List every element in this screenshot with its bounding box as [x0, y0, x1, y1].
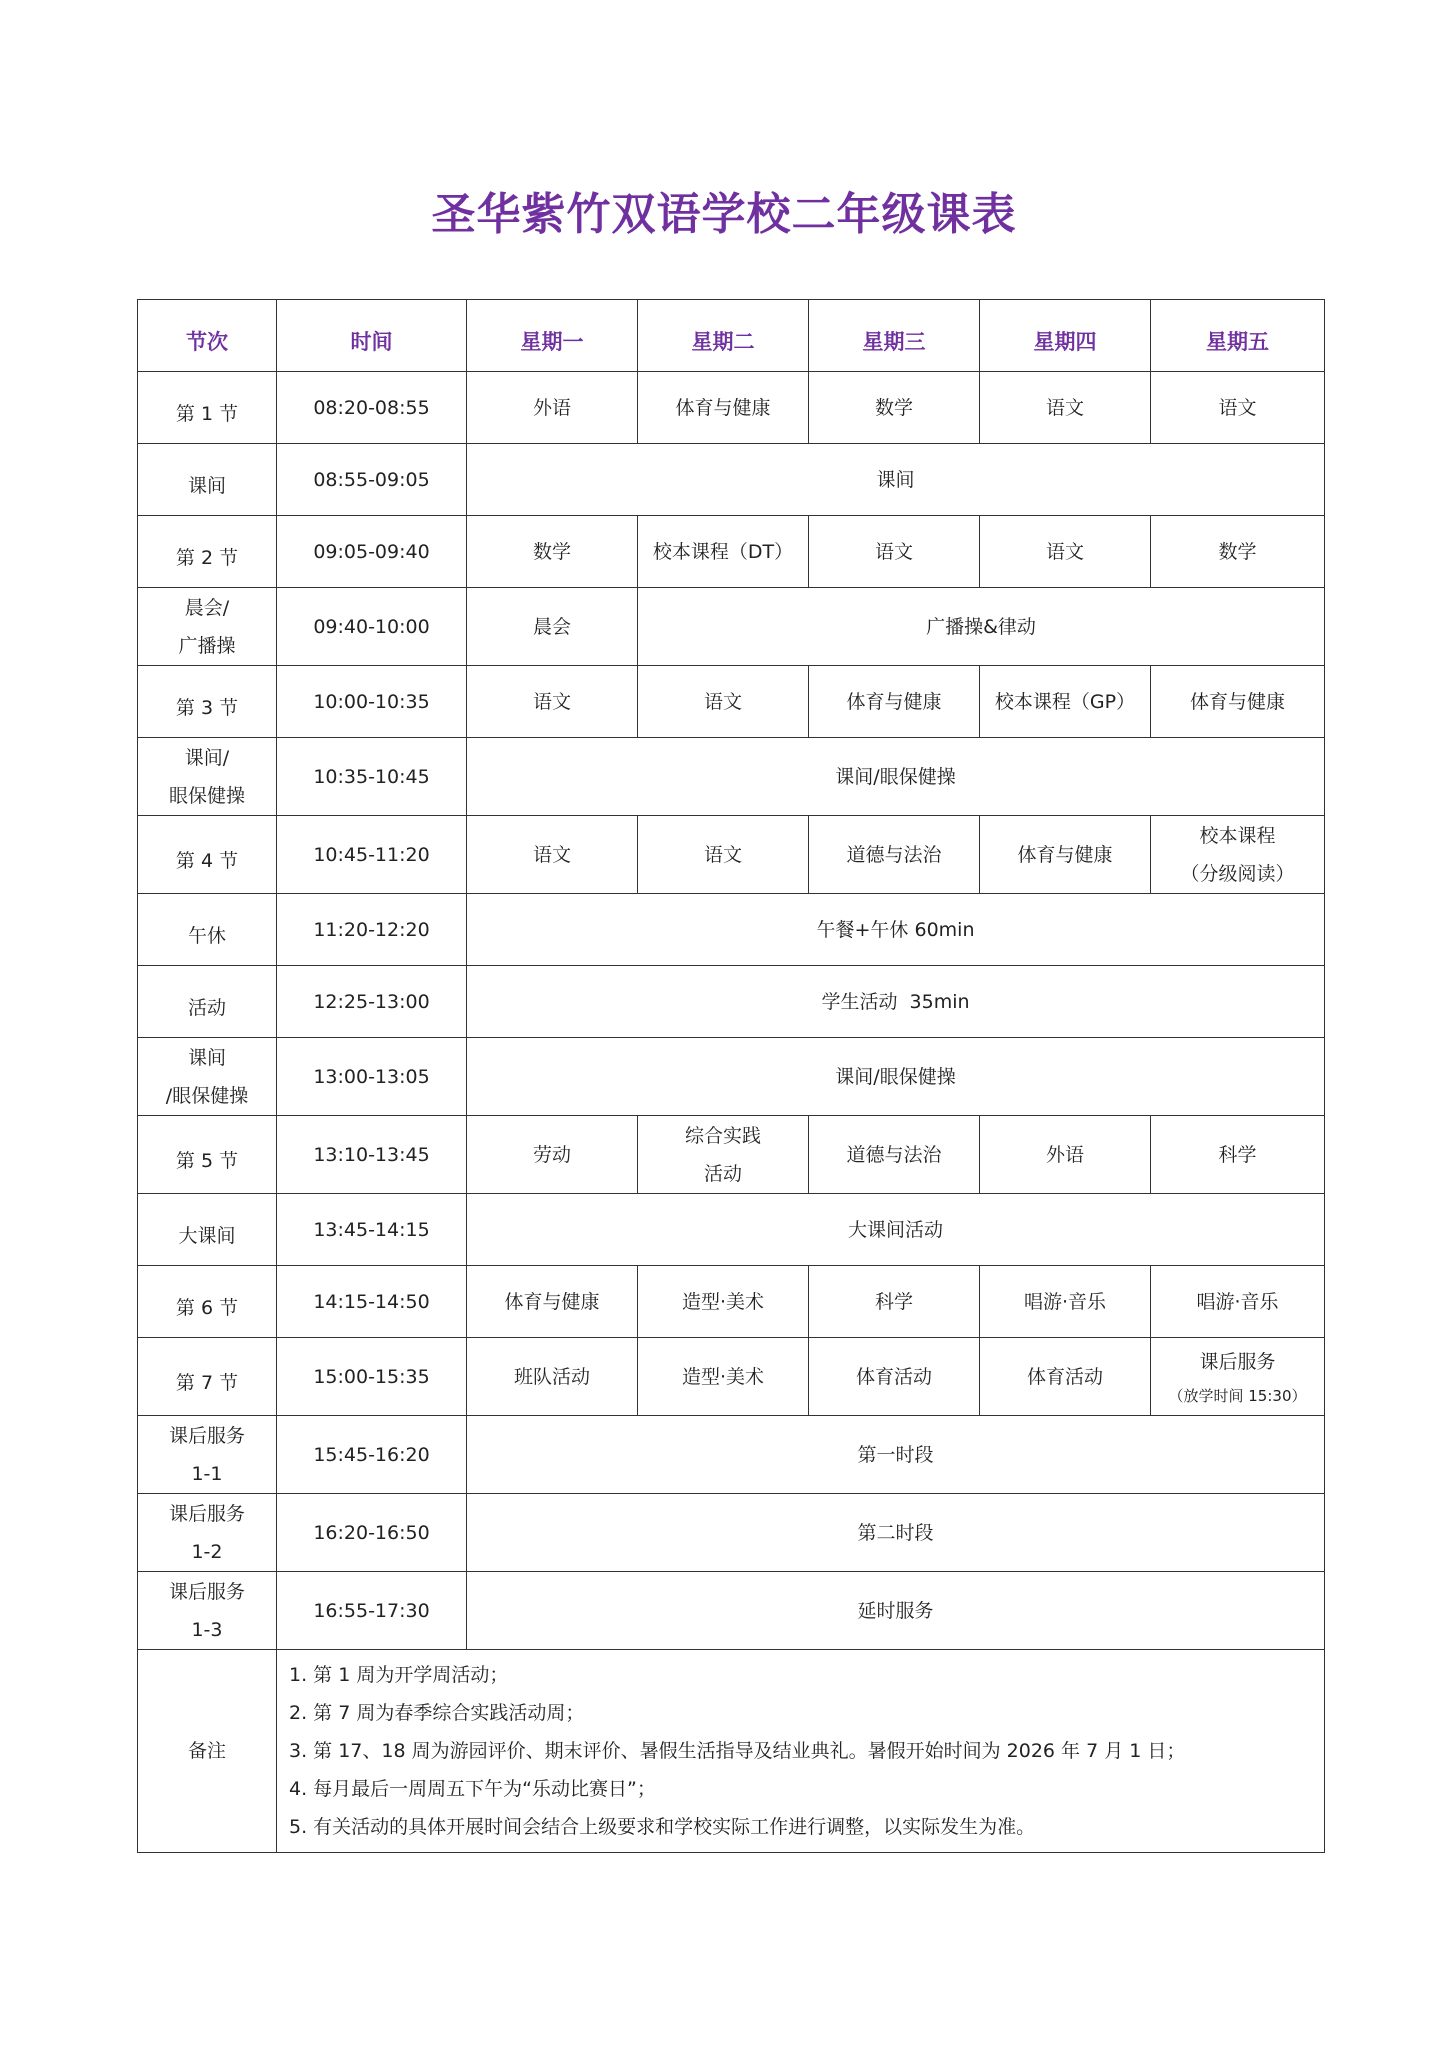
period-label	[138, 1572, 277, 1650]
period-label-line-2: /眼保健操	[165, 1084, 249, 1107]
time-cell: 16:55-17:30	[277, 1572, 467, 1650]
note-item: 2. 第 7 周为春季综合实践活动周；	[289, 1702, 585, 1724]
table-row	[138, 1416, 1325, 1494]
merged-activity-cell: 广播操&律动	[638, 588, 1325, 666]
period-label-line-1: 课后服务	[168, 1502, 245, 1525]
tuesday-cell: 体育与健康	[638, 372, 809, 444]
period-label-line-2: 1-3	[191, 1618, 223, 1641]
thursday-cell: 语文	[980, 372, 1151, 444]
time-cell: 16:20-16:50	[277, 1494, 467, 1572]
thursday-cell: 体育活动	[980, 1338, 1151, 1416]
tuesday-cell: 造型·美术	[638, 1338, 809, 1416]
monday-cell: 外语	[467, 372, 638, 444]
table-row	[138, 1116, 1325, 1194]
table-row	[138, 1266, 1325, 1338]
table-row	[138, 666, 1325, 738]
time-cell: 13:00-13:05	[277, 1038, 467, 1116]
header-monday: 星期一	[467, 300, 638, 372]
table-row	[138, 444, 1325, 516]
time-cell: 14:15-14:50	[277, 1266, 467, 1338]
time-cell: 08:20-08:55	[277, 372, 467, 444]
friday-cell-line-2: （分级阅读）	[1180, 862, 1295, 885]
table-row	[138, 1038, 1325, 1116]
note-item: 1. 第 1 周为开学周活动；	[289, 1664, 509, 1686]
monday-cell: 晨会	[467, 588, 638, 666]
period-label-line-2: 1-2	[191, 1540, 223, 1563]
period-label-line-1: 晨会/	[184, 596, 230, 619]
header-wednesday: 星期三	[809, 300, 980, 372]
header-row	[138, 300, 1325, 372]
period-label: 第 3 节	[138, 666, 277, 738]
header-friday: 星期五	[1151, 300, 1325, 372]
period-label	[138, 588, 277, 666]
period-label-line-1: 课后服务	[168, 1424, 245, 1447]
period-label: 第 2 节	[138, 516, 277, 588]
period-label: 第 1 节	[138, 372, 277, 444]
period-label	[138, 1038, 277, 1116]
merged-activity-cell: 第一时段	[467, 1416, 1325, 1494]
friday-cell: 数学	[1151, 516, 1325, 588]
time-cell: 12:25-13:00	[277, 966, 467, 1038]
tuesday-cell	[638, 1116, 809, 1194]
time-cell: 08:55-09:05	[277, 444, 467, 516]
monday-cell: 班队活动	[467, 1338, 638, 1416]
thursday-cell: 体育与健康	[980, 816, 1151, 894]
period-label-line-1: 课后服务	[168, 1580, 245, 1603]
table-row	[138, 516, 1325, 588]
header-period: 节次	[138, 300, 277, 372]
merged-activity-cell: 大课间活动	[467, 1194, 1325, 1266]
table-row	[138, 816, 1325, 894]
monday-cell: 体育与健康	[467, 1266, 638, 1338]
time-cell: 10:45-11:20	[277, 816, 467, 894]
period-label: 大课间	[138, 1194, 277, 1266]
time-cell: 15:45-16:20	[277, 1416, 467, 1494]
period-label	[138, 1494, 277, 1572]
period-label-line-2: 眼保健操	[168, 784, 245, 807]
time-cell: 10:00-10:35	[277, 666, 467, 738]
merged-activity-cell: 午餐+午休 60min	[467, 894, 1325, 966]
note-item: 3. 第 17、18 周为游园评价、期末评价、暑假生活指导及结业典礼。暑假开始时间为 2026 年 7 月 1 日；	[289, 1740, 1186, 1762]
period-label: 课间	[138, 444, 277, 516]
time-cell: 10:35-10:45	[277, 738, 467, 816]
table-row	[138, 966, 1325, 1038]
dismissal-time-note: （放学时间 15:30）	[1168, 1386, 1307, 1405]
monday-cell: 语文	[467, 666, 638, 738]
friday-cell: 语文	[1151, 372, 1325, 444]
merged-activity-cell: 课间	[467, 444, 1325, 516]
friday-cell	[1151, 1338, 1325, 1416]
wednesday-cell: 科学	[809, 1266, 980, 1338]
wednesday-cell: 体育与健康	[809, 666, 980, 738]
merged-activity-cell: 课间/眼保健操	[467, 1038, 1325, 1116]
merged-activity-cell: 学生活动 35min	[467, 966, 1325, 1038]
header-thursday: 星期四	[980, 300, 1151, 372]
monday-cell: 劳动	[467, 1116, 638, 1194]
friday-cell: 唱游·音乐	[1151, 1266, 1325, 1338]
note-item: 5. 有关活动的具体开展时间会结合上级要求和学校实际工作进行调整，以实际发生为准。	[289, 1816, 1036, 1838]
time-cell: 11:20-12:20	[277, 894, 467, 966]
tuesday-cell: 校本课程（DT）	[638, 516, 809, 588]
period-label-line-1: 课间	[187, 1046, 226, 1069]
thursday-cell: 校本课程（GP）	[980, 666, 1151, 738]
merged-activity-cell: 课间/眼保健操	[467, 738, 1325, 816]
table-row	[138, 894, 1325, 966]
table-row	[138, 738, 1325, 816]
friday-cell-line-1: 校本课程	[1199, 824, 1276, 847]
header-time: 时间	[277, 300, 467, 372]
tuesday-cell-line-2: 活动	[703, 1162, 742, 1185]
table-row	[138, 588, 1325, 666]
wednesday-cell: 体育活动	[809, 1338, 980, 1416]
period-label: 第 7 节	[138, 1338, 277, 1416]
merged-activity-cell: 延时服务	[467, 1572, 1325, 1650]
wednesday-cell: 道德与法治	[809, 1116, 980, 1194]
table-row	[138, 1338, 1325, 1416]
period-label: 活动	[138, 966, 277, 1038]
table-row	[138, 372, 1325, 444]
period-label: 第 4 节	[138, 816, 277, 894]
period-label-line-2: 广播操	[178, 634, 236, 657]
note-item: 4. 每月最后一周周五下午为“乐动比赛日”；	[289, 1778, 656, 1800]
table-row	[138, 1194, 1325, 1266]
tuesday-cell: 语文	[638, 666, 809, 738]
monday-cell: 语文	[467, 816, 638, 894]
tuesday-cell: 语文	[638, 816, 809, 894]
notes-list	[277, 1650, 1325, 1853]
time-cell: 13:45-14:15	[277, 1194, 467, 1266]
tuesday-cell: 造型·美术	[638, 1266, 809, 1338]
friday-cell-line-1: 课后服务	[1199, 1350, 1276, 1373]
friday-cell: 体育与健康	[1151, 666, 1325, 738]
period-label: 午休	[138, 894, 277, 966]
thursday-cell: 外语	[980, 1116, 1151, 1194]
thursday-cell: 唱游·音乐	[980, 1266, 1151, 1338]
time-cell: 15:00-15:35	[277, 1338, 467, 1416]
wednesday-cell: 语文	[809, 516, 980, 588]
period-label-line-1: 课间/	[184, 746, 230, 769]
thursday-cell: 语文	[980, 516, 1151, 588]
period-label-line-2: 1-1	[191, 1462, 223, 1485]
time-cell: 09:40-10:00	[277, 588, 467, 666]
period-label	[138, 1416, 277, 1494]
time-cell: 13:10-13:45	[277, 1116, 467, 1194]
time-cell: 09:05-09:40	[277, 516, 467, 588]
merged-activity-cell: 第二时段	[467, 1494, 1325, 1572]
monday-cell: 数学	[467, 516, 638, 588]
wednesday-cell: 道德与法治	[809, 816, 980, 894]
schedule-table	[137, 299, 1325, 1853]
notes-row	[138, 1650, 1325, 1853]
header-tuesday: 星期二	[638, 300, 809, 372]
table-row	[138, 1572, 1325, 1650]
tuesday-cell-line-1: 综合实践	[684, 1124, 761, 1147]
notes-label: 备注	[138, 1650, 277, 1853]
friday-cell: 科学	[1151, 1116, 1325, 1194]
page-title: 圣华紫竹双语学校二年级课表	[431, 189, 1017, 240]
period-label: 第 5 节	[138, 1116, 277, 1194]
friday-cell	[1151, 816, 1325, 894]
table-row	[138, 1494, 1325, 1572]
period-label	[138, 738, 277, 816]
wednesday-cell: 数学	[809, 372, 980, 444]
period-label: 第 6 节	[138, 1266, 277, 1338]
